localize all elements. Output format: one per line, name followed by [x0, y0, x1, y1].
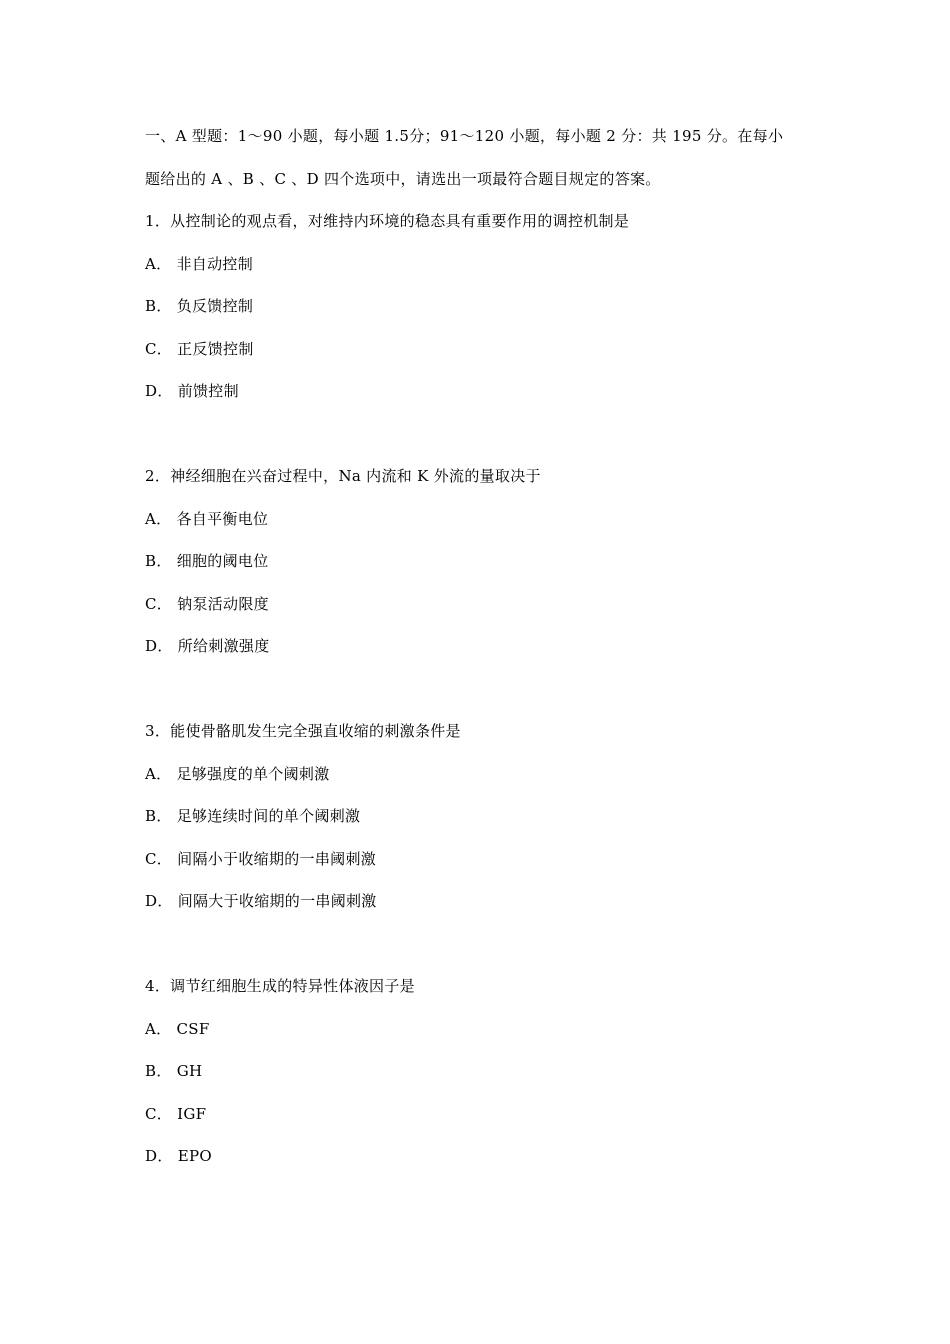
option-c: C． 正反馈控制: [145, 339, 254, 358]
option-a: A． CSF: [145, 1019, 210, 1038]
question-2: [145, 465, 815, 657]
option-a: A． 足够强度的单个阈刺激: [145, 764, 330, 783]
option-c: C． IGF: [145, 1104, 207, 1123]
option-b: B． 负反馈控制: [145, 297, 254, 315]
option-d: D． 前馈控制: [145, 382, 239, 400]
option-b: B． GH: [145, 1062, 203, 1080]
question-1: [145, 210, 815, 402]
option-a: A． 非自动控制: [145, 254, 254, 273]
question-spacer: [145, 423, 815, 466]
option-c: C． 钠泵活动限度: [145, 594, 269, 613]
option-c: C． 间隔小于收缩期的一串阈刺激: [145, 849, 377, 868]
question-stem: 4．调节红细胞生成的特异性体液因子是: [145, 977, 415, 995]
option-d: D． 间隔大于收缩期的一串阈刺激: [145, 892, 377, 910]
section-instructions-line-1: 一、A 型题：1～90 小题，每小题 1.5分；91～120 小题，每小题 2 分：共 195 分。在每小: [145, 127, 784, 145]
question-stem: 2．神经细胞在兴奋过程中，Na 内流和 K 外流的量取决于: [145, 467, 541, 485]
section-instructions-line-2: 题给出的 A 、B 、C 、D 四个选项中，请选出一项最符合题目规定的答案。: [145, 169, 661, 188]
option-a: A． 各自平衡电位: [145, 509, 269, 528]
question-4: [145, 975, 815, 1167]
option-b: B． 足够连续时间的单个阈刺激: [145, 807, 361, 825]
question-3: [145, 720, 815, 912]
exam-page: [145, 125, 815, 1188]
question-spacer: [145, 678, 815, 721]
question-spacer: [145, 933, 815, 976]
option-d: D． EPO: [145, 1147, 212, 1165]
option-d: D． 所给刺激强度: [145, 637, 270, 655]
question-stem: 1．从控制论的观点看，对维持内环境的稳态具有重要作用的调控机制是: [145, 212, 630, 230]
question-stem: 3．能使骨骼肌发生完全强直收缩的刺激条件是: [145, 722, 461, 740]
option-b: B． 细胞的阈电位: [145, 552, 269, 570]
